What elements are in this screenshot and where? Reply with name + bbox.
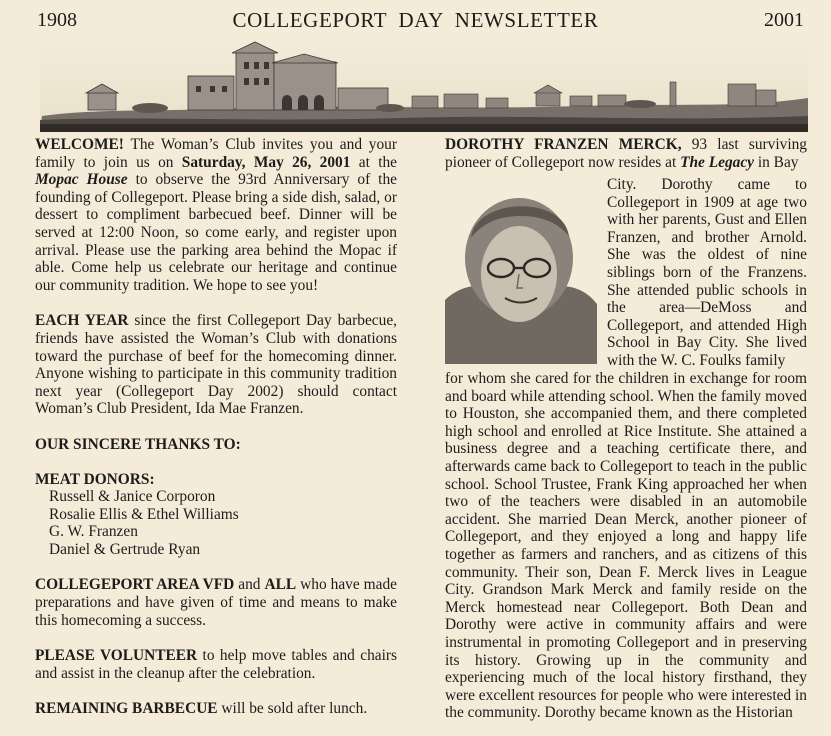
vfd-and: and [234,576,265,594]
welcome-text-1: The Woman’s Club invites you and your family to join us on [35,136,397,171]
dorothy-merck-portrait [445,188,597,364]
vfd-text: who have made preparations and have given of time and means to make this homecoming a success. [35,576,398,629]
meat-donors-heading: MEAT DONORS: [35,470,155,488]
welcome-lead: WELCOME! [35,136,124,153]
merck-intro [445,136,807,171]
welcome-paragraph [35,136,397,294]
merck-intro-text: 93 last surviving pioneer of Collegeport now resides at [445,136,807,171]
vfd-all: ALL [264,576,297,594]
event-date: Saturday, May 26, 2001 [181,153,351,171]
each-year-paragraph [35,312,397,418]
meat-donors-list [49,488,397,558]
merck-intro-end: in Bay [754,153,799,171]
left-column [35,136,397,736]
remaining-text: will be sold after lunch. [217,700,368,718]
thanks-heading: OUR SINCERE THANKS TO: [35,435,241,453]
merck-name: DOROTHY FRANZEN MERCK, [445,136,682,153]
right-column [445,136,807,171]
donor-name: Rosalie Ellis & Ethel Williams [49,505,239,523]
vfd-lead: COLLEGEPORT AREA VFD [35,576,235,594]
remaining-lead: REMAINING BARBECUE [35,700,218,718]
vfd-paragraph [35,576,397,629]
volunteer-text: to help move tables and chairs and assist in the cleanup after the celebration. [35,647,398,682]
merck-residence: The Legacy [680,153,755,171]
volunteer-lead: PLEASE VOLUNTEER [35,647,198,665]
each-year-text: since the first Collegeport Day barbecue, friends have assisted the Woman’s Club with donations toward the purchase of beef for the homecoming dinner. Anyone wishing to participate in this community tradition next year (Collegeport Day 2002) should contact Woman’s Club President, Ida Mae Franzen. [35,312,397,418]
welcome-text-3: to observe the 93rd Anniversary of the founding of Collegeport. Please bring a side dish, salad, or dessert to compliment barbecued beef. Dinner will be served at 12:00 Noon, so come early, and register upon arrival. Please use the parking area behind the Mopac if able. Come help us celebrate our heritage and continue our community tradition. We hope to see you! [35,171,397,294]
remaining-paragraph [35,700,397,718]
donor-name: Daniel & Gertrude Ryan [49,540,201,558]
welcome-text-2: at the [350,153,397,171]
founding-year: 1908 [37,9,77,31]
masthead [0,0,831,40]
current-year: 2001 [764,9,804,31]
merck-bio-wrapped: City. Dorothy came to Collegeport in 1909 at age two with her parents, Gust and Ellen Franzen, and brother Arnold. She was the oldest of nine siblings born of the Franzens. She attended public schools in the area—DeMoss and Collegeport, and attended High School in Bay City. She lived with the W. C. Foulks family [607,176,807,369]
donor-name: Russell & Janice Corporon [49,488,216,506]
donor-name: G. W. Franzen [49,523,138,541]
volunteer-paragraph [35,647,397,682]
newsletter-title: COLLEGEPORT DAY NEWSLETTER [232,8,599,32]
event-venue: Mopac House [35,171,128,189]
town-skyline-photo [40,38,808,132]
each-year-lead: EACH YEAR [35,312,129,330]
merck-bio-continued: for whom she cared for the children in exchange for room and board while attending school. When the family moved to Houston, she accompanied them, and there completed high school and enrolled at Rice Institute. She attained a business degree and a teaching certificate there, and afterwards came back to Collegeport to teach in the public school. School Trustee, Frank King approached her when two of the teachers were disabled in an automobile accident. She married Dean Merck, another pioneer of Collegeport, and they enjoyed a long and happy life together as farmers and ranchers, and as citizens of this community. Their son, Dean F. Merck lives in League City. Grandson Mark Merck and family reside on the Merck homestead near Collegeport. Both Dean and Dorothy were active in community affairs and were instrumental in promoting Collegeport and in preserving its history. Growing up in the community and experiencing much of the local history firsthand, they were excellent resources for people who were interested in the community. Dorothy became known as the Historian [445,370,807,722]
